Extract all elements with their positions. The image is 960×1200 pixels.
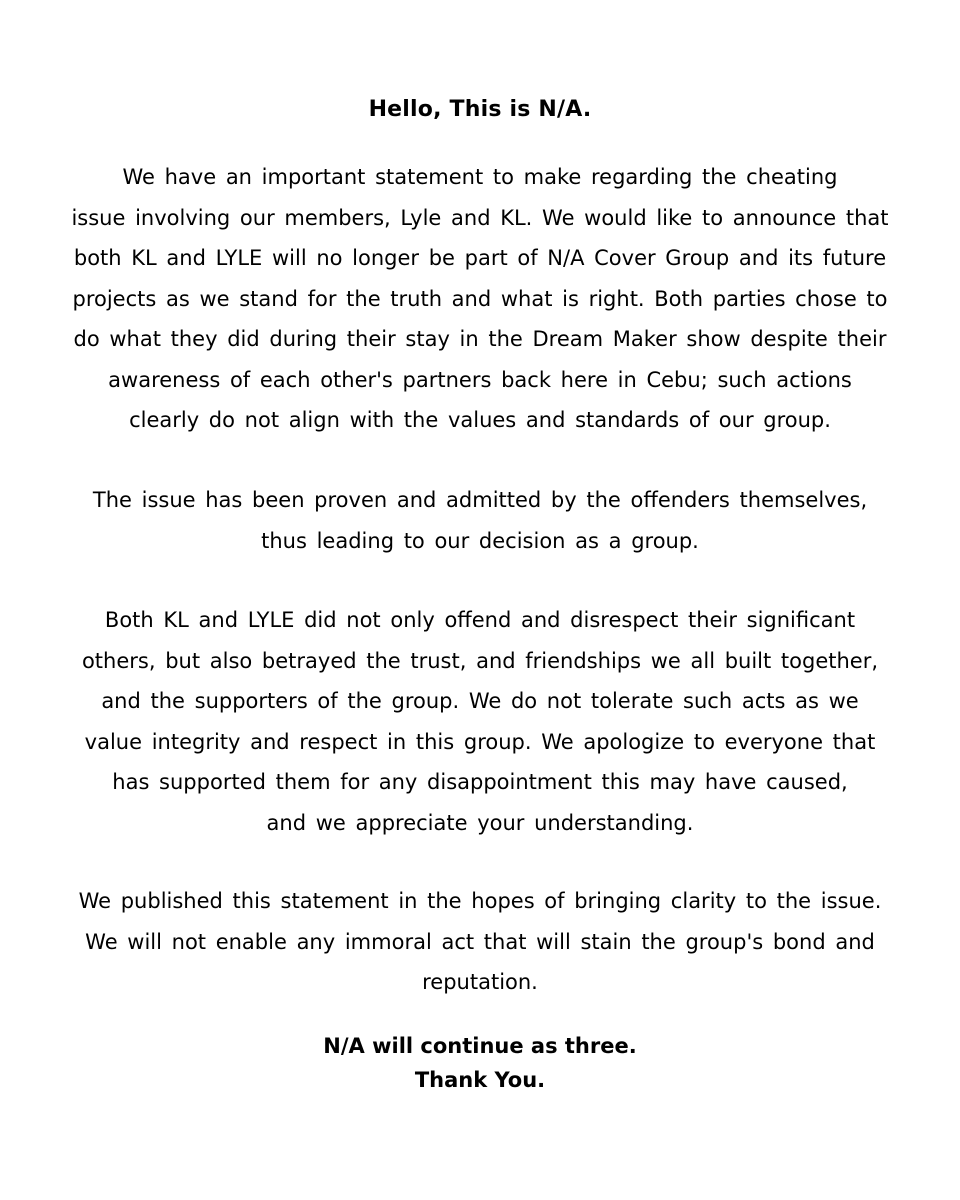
paragraph-announcement [0, 157, 960, 441]
paragraph-proof [0, 480, 960, 561]
text-line: We will not enable any immoral act that will stain the group's bond and [85, 929, 875, 954]
closing-thanks: Thank You. [414, 1068, 546, 1092]
text-line: and the supporters of the group. We do not tolerate such acts as we [101, 689, 859, 713]
text-line: Both KL and LYLE did not only offend and disrespect their significant [104, 608, 856, 632]
paragraph-apology [0, 600, 960, 843]
text-line: awareness of each other's partners back here in Cebu; such actions [108, 367, 852, 392]
text-line: has supported them for any disappointment this may have caused, [112, 770, 848, 794]
text-line: thus leading to our decision as a group. [261, 528, 699, 553]
text-line: value integrity and respect in this group. We apologize to everyone that [84, 729, 876, 754]
paragraph-clarity [0, 881, 960, 1003]
text-line: both KL and LYLE will no longer be part of N/A Cover Group and its future [73, 246, 887, 270]
text-line: do what they did during their stay in the Dream Maker show despite their [73, 327, 887, 351]
text-line: and we appreciate your understanding. [266, 810, 694, 835]
statement-title: Hello, This is N/A. [368, 97, 592, 122]
text-line: clearly do not align with the values and standards of our group. [129, 408, 831, 432]
text-line: issue involving our members, Lyle and KL. We would like to announce that [71, 205, 889, 230]
text-line: others, but also betrayed the trust, and friendships we all built together, [81, 648, 879, 673]
text-line: The issue has been proven and admitted by the offenders themselves, [92, 488, 868, 512]
closing-block [0, 1029, 960, 1097]
text-line: We have an important statement to make regarding the cheating [122, 165, 838, 189]
text-line: We published this statement in the hopes of bringing clarity to the issue. [78, 889, 882, 913]
closing-line: N/A will continue as three. [323, 1034, 637, 1058]
text-line: reputation. [422, 970, 538, 994]
text-line: projects as we stand for the truth and what is right. Both parties chose to [72, 286, 888, 311]
